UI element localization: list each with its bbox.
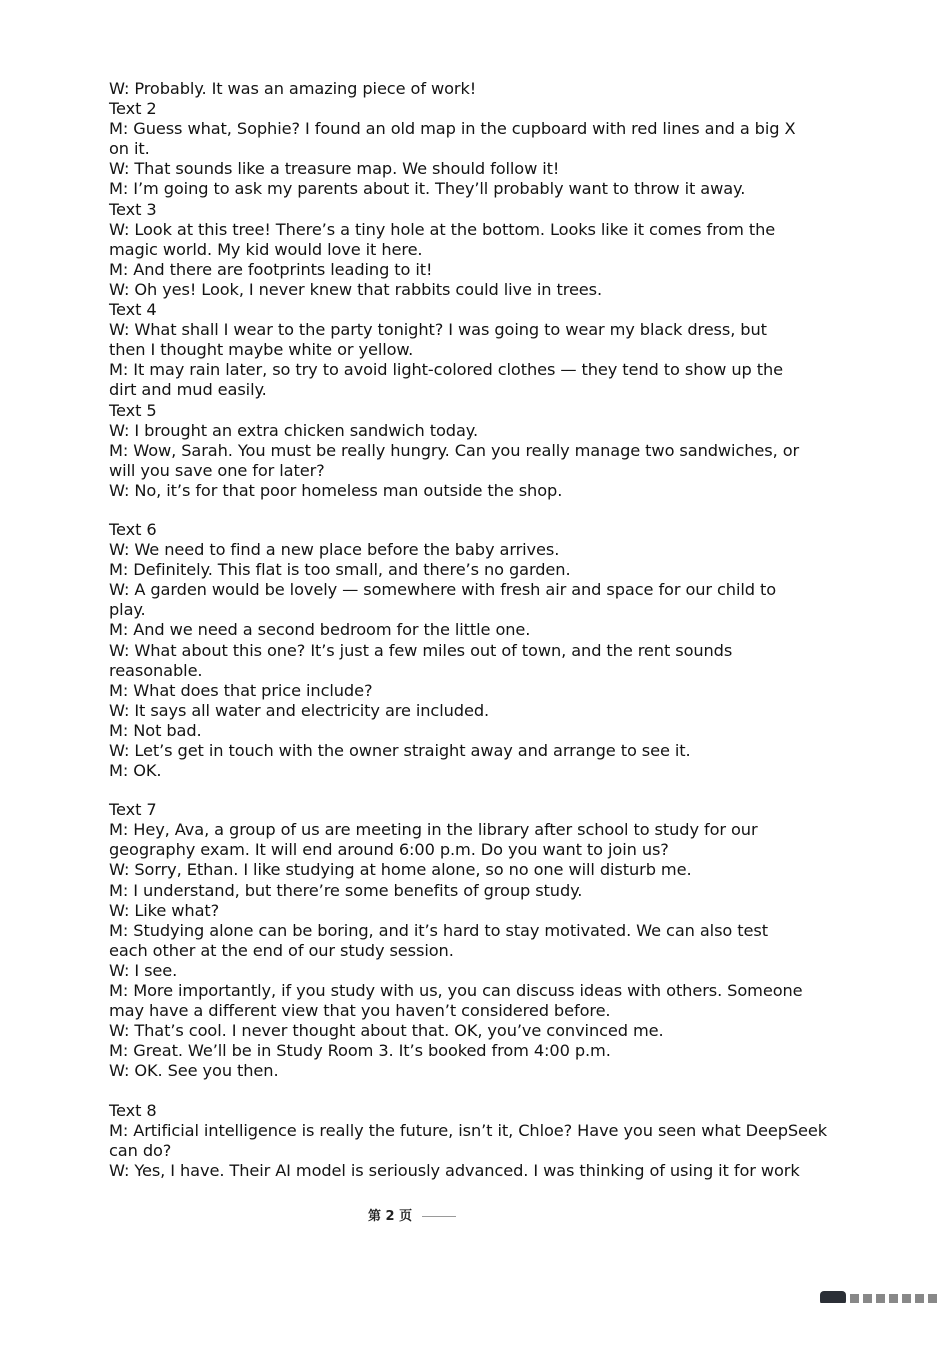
- transcript-line: W: That sounds like a treasure map. We should follow it!: [109, 159, 560, 179]
- transcript-line: M: Hey, Ava, a group of us are meeting in the library after school to study for our: [109, 820, 758, 840]
- transcript-line: will you save one for later?: [109, 460, 325, 480]
- section-heading: Text 6: [109, 519, 157, 539]
- transcript-line: W: That’s cool. I never thought about that. OK, you’ve convinced me.: [109, 1021, 664, 1041]
- transcript-line: on it.: [109, 139, 150, 159]
- section-heading: Text 3: [109, 199, 157, 219]
- transcript-line: M: And we need a second bedroom for the little one.: [109, 620, 531, 640]
- transcript-line: M: And there are footprints leading to it!: [109, 259, 433, 279]
- transcript-line: W: A garden would be lovely — somewhere with fresh air and space for our child to: [109, 580, 777, 600]
- transcript-line: W: We need to find a new place before the baby arrives.: [109, 540, 560, 560]
- transcript-line: W: OK. See you then.: [109, 1061, 279, 1081]
- transcript-line: W: What about this one? It’s just a few miles out of town, and the rent sounds: [109, 640, 733, 660]
- transcript-line: M: I’m going to ask my parents about it. They’ll probably want to throw it away.: [109, 179, 746, 199]
- paragraph-gap: [109, 781, 854, 800]
- transcript-line: M: Studying alone can be boring, and it’s hard to stay motivated. We can also test: [109, 920, 768, 940]
- page-number-footer: [368, 1205, 456, 1224]
- paragraph-gap: [109, 501, 854, 520]
- transcript-line: W: Probably. It was an amazing piece of work!: [109, 79, 477, 98]
- transcript-line: M: More importantly, if you study with us, you can discuss ideas with others. Someone: [109, 981, 803, 1001]
- transcript-line: W: Like what?: [109, 900, 220, 920]
- scanner-watermark-text: [850, 1294, 940, 1303]
- transcript-line: M: Definitely. This flat is too small, and there’s no garden.: [109, 560, 571, 580]
- transcript-line: M: Artificial intelligence is really the future, isn’t it, Chloe? Have you seen what DeepSeek: [109, 1120, 828, 1140]
- paragraph-gap: [109, 1082, 854, 1101]
- listening-transcript: [109, 79, 854, 1181]
- section-heading: Text 8: [109, 1100, 157, 1120]
- transcript-line: play.: [109, 600, 146, 620]
- scanner-watermark: [820, 1291, 940, 1303]
- page-number-label: 第 2 页: [368, 1209, 413, 1224]
- transcript-line: W: What shall I wear to the party tonight? I was going to wear my black dress, but: [109, 320, 767, 340]
- transcript-line: dirt and mud easily.: [109, 380, 267, 400]
- section-heading: Text 5: [109, 400, 157, 420]
- footer-divider: [422, 1216, 456, 1217]
- transcript-line: may have a different view that you haven’t considered before.: [109, 1001, 611, 1021]
- transcript-line: M: What does that price include?: [109, 680, 373, 700]
- transcript-line: M: It may rain later, so try to avoid light-colored clothes — they tend to show up the: [109, 360, 784, 380]
- transcript-line: each other at the end of our study session.: [109, 940, 454, 960]
- transcript-line: W: Oh yes! Look, I never knew that rabbits could live in trees.: [109, 279, 603, 299]
- transcript-line: W: No, it’s for that poor homeless man outside the shop.: [109, 480, 563, 500]
- transcript-line: reasonable.: [109, 660, 203, 680]
- transcript-line: W: I brought an extra chicken sandwich today.: [109, 420, 478, 440]
- transcript-line: M: I understand, but there’re some benefits of group study.: [109, 880, 583, 900]
- transcript-line: then I thought maybe white or yellow.: [109, 340, 414, 360]
- transcript-line: M: Not bad.: [109, 720, 202, 740]
- scanner-logo-icon: [820, 1291, 846, 1303]
- transcript-line: W: Look at this tree! There’s a tiny hole at the bottom. Looks like it comes from the: [109, 219, 776, 239]
- transcript-line: W: Sorry, Ethan. I like studying at home alone, so no one will disturb me.: [109, 860, 692, 880]
- transcript-line: W: Let’s get in touch with the owner straight away and arrange to see it.: [109, 741, 691, 760]
- transcript-line: W: I see.: [109, 960, 178, 980]
- transcript-line: W: Yes, I have. Their AI model is seriously advanced. I was thinking of using it for work: [109, 1160, 800, 1180]
- transcript-line: W: It says all water and electricity are included.: [109, 700, 490, 720]
- transcript-line: can do?: [109, 1140, 172, 1160]
- section-heading: Text 7: [109, 800, 157, 820]
- transcript-line: M: Great. We’ll be in Study Room 3. It’s booked from 4:00 p.m.: [109, 1041, 611, 1061]
- transcript-line: M: Guess what, Sophie? I found an old map in the cupboard with red lines and a big X: [109, 119, 796, 139]
- section-heading: Text 2: [109, 99, 157, 119]
- section-heading: Text 4: [109, 300, 157, 320]
- transcript-line: M: OK.: [109, 761, 162, 781]
- transcript-line: geography exam. It will end around 6:00 p.m. Do you want to join us?: [109, 840, 669, 860]
- transcript-line: magic world. My kid would love it here.: [109, 239, 423, 259]
- transcript-line: M: Wow, Sarah. You must be really hungry. Can you really manage two sandwiches, or: [109, 440, 800, 460]
